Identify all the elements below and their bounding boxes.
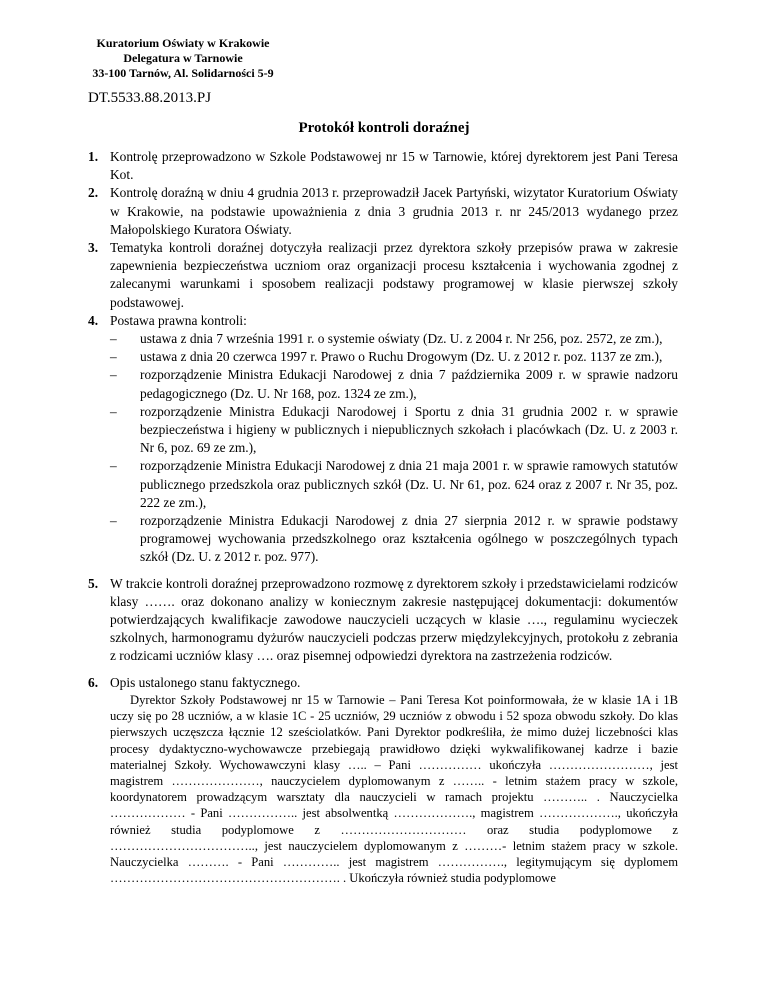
legal-basis-text: ustawa z dnia 7 września 1991 r. o systemie oświaty (Dz. U. z 2004 r. Nr 256, poz. 2572, ze zm.),: [140, 331, 663, 347]
legal-basis-item: [110, 512, 678, 567]
dash-bullet: –: [110, 367, 117, 383]
legal-basis-item: [110, 457, 678, 512]
list-item-2: [88, 184, 678, 239]
letterhead: [88, 36, 278, 81]
item-heading: Opis ustalonego stanu faktycznego.: [110, 674, 301, 690]
legal-basis-text: rozporządzenie Ministra Edukacji Narodowej i Sportu z dnia 31 grudnia 2002 r. w sprawie bezpieczeństwa i higieny w publicznych i niepublicznych szkołach i placówkach (Dz. U. z 2003 r. Nr 6, poz. 69 ze zm.),: [140, 403, 678, 456]
item-number: 1.: [88, 149, 99, 164]
item-number: 5.: [88, 575, 99, 591]
legal-basis-text: ustawa z dnia 20 czerwca 1997 r. Prawo o Ruchu Drogowym (Dz. U. z 2012 r. poz. 1137 ze zm.),: [140, 349, 663, 365]
document-number: DT.5533.88.2013.PJ: [88, 90, 212, 106]
dash-bullet: –: [110, 458, 117, 474]
item-number: 4.: [88, 312, 99, 328]
item-number: 2.: [88, 185, 99, 201]
list-item-3: [88, 239, 678, 312]
list-item-5: [88, 575, 678, 666]
item-text: Tematyka kontroli doraźnej dotyczyła realizacji przez dyrektora szkoły przepisów prawa w zakresie zapewnienia bezpieczeństwa uczniom oraz organizacji procesu kształcenia i wychowania zgodnej z zalecanymi warunkami i sposobem realizacji podstawy programowej w klasie pierwszej szkoły podstawowej.: [110, 240, 678, 310]
letterhead-line-3: 33-100 Tarnów, Al. Solidarności 5-9: [92, 66, 274, 80]
dash-bullet: –: [110, 403, 117, 419]
item-number: 3.: [88, 240, 99, 256]
document-body: [88, 148, 678, 886]
legal-basis-item: [110, 366, 678, 402]
findings-paragraph: Dyrektor Szkoły Podstawowej nr 15 w Tarnowie – Pani Teresa Kot poinformowała, że w klasie 1A i 1B uczy się po 28 uczniów, a w klasie 1C - 25 uczniów, 29 uczniów z obwodu i 52 spoza obwodu szkoły. Do klas pierwszych uczęszcza łącznie 12 sześciolatków. Pani Dyrektor podkreśliła, że mimo dużej liczebności klas procesy dydaktyczno-wychowawcze przebiegają prawidłowo dzięki wykwalifikowanej kadrze i bazie materialnej Szkoły. Wychowawczyni klasy ….. – Pani …………… ukończyła ……………………, jest magistrem …………………, nauczycielem dyplomowanym z …….. - letnim stażem pracy w szkole, koordynatorem prowadzącym warsztaty dla nauczycieli w ramach projektu ……….. . Nauczycielka ……………… - Pani …………….. jest absolwentką ………………., magistrem ………………., ukończyła również studia podyplomowe z ………………………… oraz studia podyplomowe z …………………………….., jest nauczycielem dyplomowanym z ………- letnim stażem pracy w szkole. Nauczycielka ………. - Pani ………….. jest magistrem ……………., legitymującym się dyplomem ………………………………………………. . Ukończyła również studia podyplomowe: [110, 692, 678, 886]
legal-basis-text: rozporządzenie Ministra Edukacji Narodowej z dnia 7 października 2009 r. w sprawie nadzoru pedagogicznego (Dz. U. Nr 168, poz. 1324 ze zm.),: [140, 367, 678, 401]
item-text: Postawa prawna kontroli:: [110, 312, 247, 328]
dash-bullet: –: [110, 513, 117, 529]
list-item-1: [88, 148, 678, 184]
list-item-6: [88, 674, 678, 887]
document-title: Protokół kontroli doraźnej: [298, 120, 470, 136]
item-text: Kontrolę doraźną w dniu 4 grudnia 2013 r. przeprowadził Jacek Partyński, wizytator Kuratorium Oświaty w Krakowie, na podstawie upoważnienia z dnia 3 grudnia 2013 r. nr 245/2013 wydanego przez Małopolskiego Kuratora Oświaty.: [110, 185, 678, 237]
legal-basis-item: [110, 330, 678, 348]
legal-basis-text: rozporządzenie Ministra Edukacji Narodowej z dnia 21 maja 2001 r. w sprawie ramowych statutów publicznego przedszkola oraz publicznych szkół (Dz. U. Nr 61, poz. 624 oraz z 2007 r. Nr 35, poz. 222 ze zm.),: [140, 458, 678, 510]
letterhead-line-2: Delegatura w Tarnowie: [123, 51, 243, 65]
legal-basis-item: [110, 403, 678, 458]
item-text: Kontrolę przeprowadzono w Szkole Podstawowej nr 15 w Tarnowie, której dyrektorem jest Pani Teresa Kot.: [110, 149, 678, 183]
item-number: 6.: [88, 674, 99, 690]
list-item-4: [88, 312, 678, 567]
legal-basis-text: rozporządzenie Ministra Edukacji Narodowej z dnia 27 sierpnia 2012 r. w sprawie podstawy programowej wychowania przedszkolnego oraz kształcenia ogólnego w poszczególnych typach szkół (Dz. U. z 2012 r. poz. 977).: [140, 513, 678, 565]
dash-bullet: –: [110, 349, 117, 365]
item-text: W trakcie kontroli doraźnej przeprowadzono rozmowę z dyrektorem szkoły i przedstawicielami rodziców klasy ……. oraz dokonano analizy w koniecznym zakresie następującej dokumentacji: dokumentów potwierdzających kwalifikacje zawodowe nauczycieli uczących w klasie …., regulaminu wycieczek szkolnych, harmonogramu dyżurów nauczycieli podczas przerw międzylekcyjnych, protokołu z zebrania z rodzicami uczniów klasy …. oraz pisemnej odpowiedzi dyrektora na zastrzeżenia rodziców.: [110, 575, 678, 664]
legal-basis-item: [110, 348, 678, 366]
legal-basis-list: [110, 330, 678, 567]
letterhead-line-1: Kuratorium Oświaty w Krakowie: [96, 36, 270, 50]
dash-bullet: –: [110, 331, 117, 347]
